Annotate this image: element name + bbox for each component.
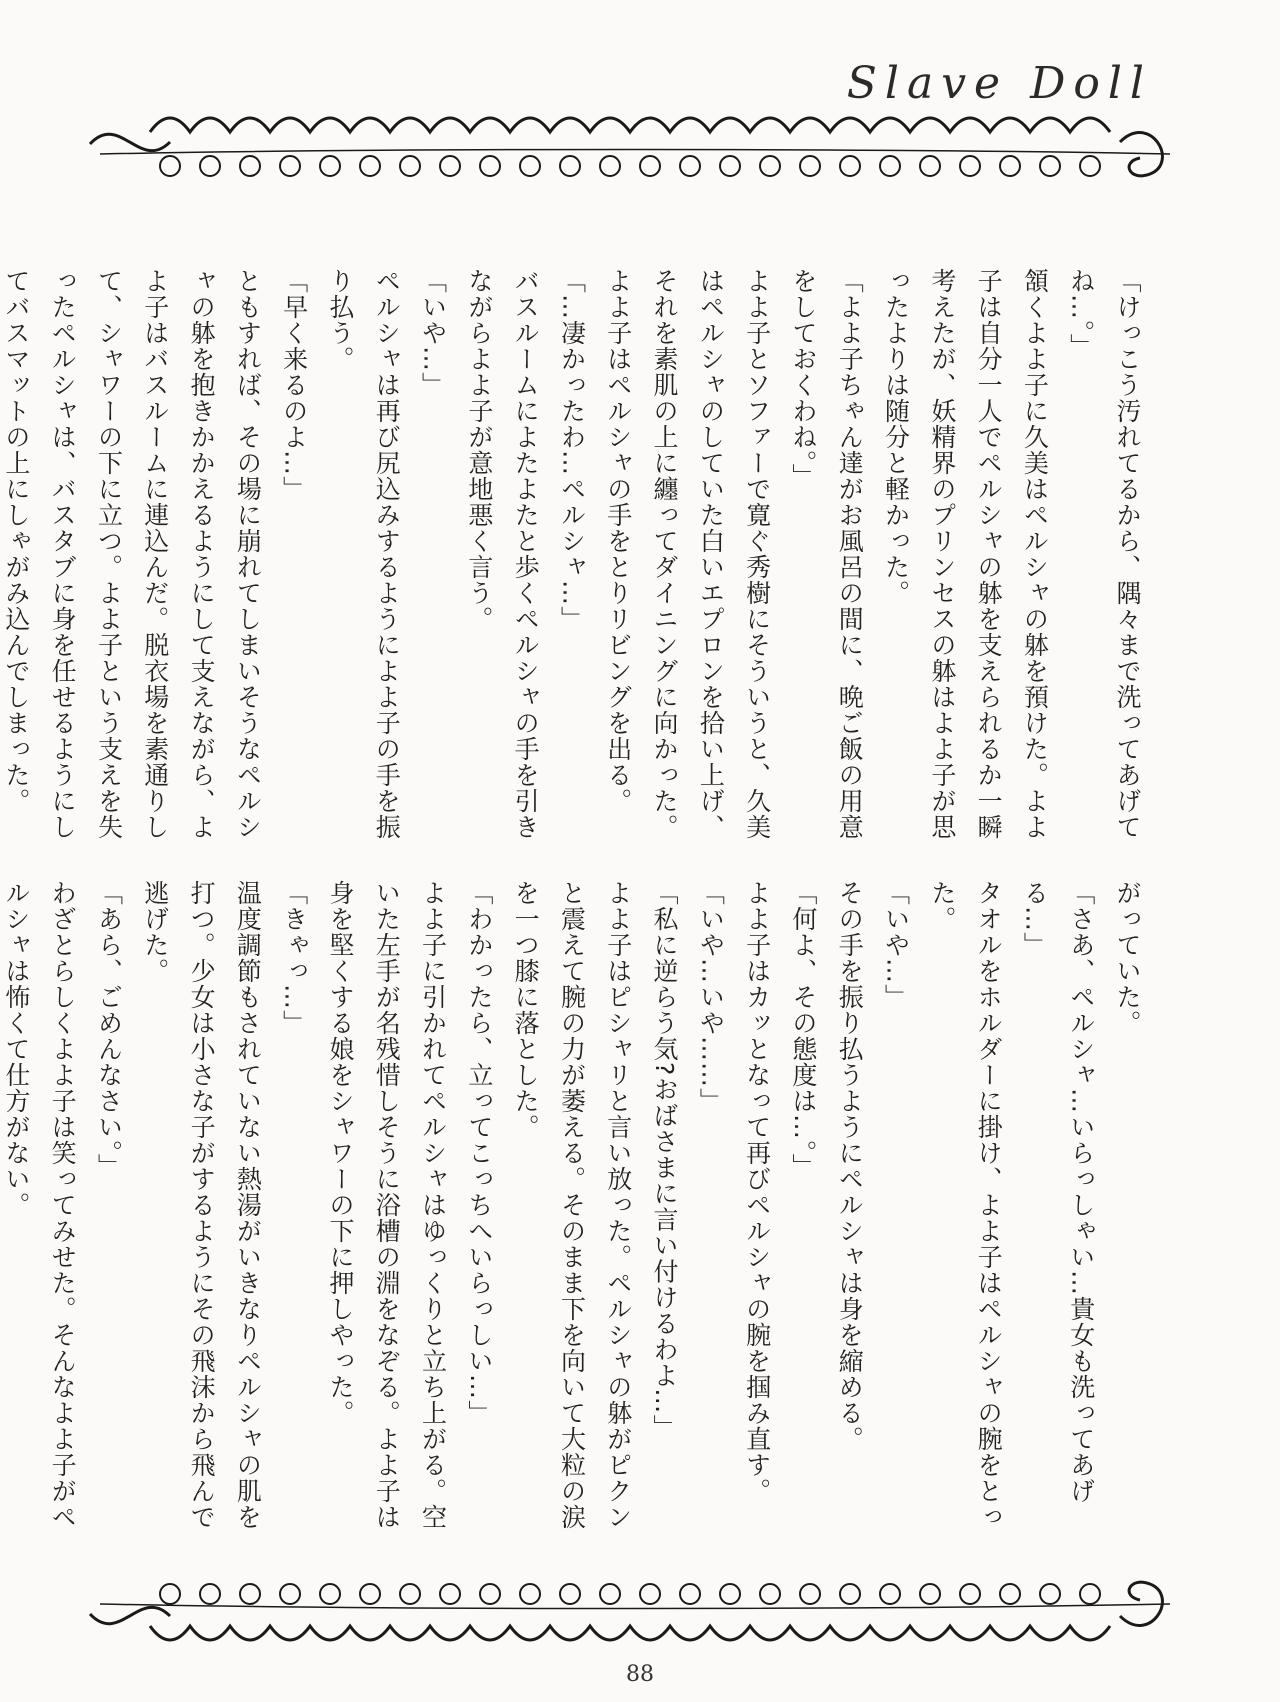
paragraph: 「さあ、ペルシャ…いらっしゃい…貴女も洗ってあげる…」 <box>1020 880 1096 1504</box>
top-flourish-border <box>80 102 1190 188</box>
paragraph: 「あら、ごめんなさい。」 <box>94 880 124 1180</box>
paragraph: バスルームによたよたと歩くペルシャの手を引きながらよよ子が意地悪く言う。 <box>464 268 541 840</box>
paragraph: 「きゃっ…」 <box>279 880 309 1036</box>
paragraph: 「何よ、その態度は…。」 <box>788 880 818 1180</box>
paragraph: よよ子とソファーで寛ぐ秀樹にそういうと、久美はペルシャのしていた白いエプロンを拾い上げ、それを素肌の上に纏ってダイニングに向かった。よよ子はペルシャの手をとりリビングを出る。 <box>603 268 772 840</box>
paragraph: わざとらしくよよ子は笑ってみせた。そんなよよ子がペルシャは怖くて仕方がない。 <box>1 880 78 1530</box>
paragraph: 「いや…いや……」 <box>696 880 726 1114</box>
paragraph: 温度調節もされていない熱湯がいきなりペルシャの肌を打つ。少女は小さな子がするようにその飛沫から飛んで逃げた。 <box>140 880 263 1530</box>
paragraph: 「いや…」 <box>881 880 911 1010</box>
page-number: 88 <box>626 1662 654 1687</box>
paragraph: 「けっこう汚れてるから、隅々まで洗ってあげてね…。」 <box>1066 268 1142 840</box>
paragraph: 「私に逆らう気?おばさまに言い付けるわよ…」 <box>650 880 680 1441</box>
paragraph: ペルシャは再び尻込みするようによよ子の手を振り払う。 <box>325 268 402 840</box>
paragraph: その手を振り払うようにペルシャは身を縮める。 <box>835 880 865 1452</box>
paragraph: 「わかったら、立ってこっちへいらっしい…」 <box>464 880 494 1426</box>
paragraph: 「…凄かったわ…ペルシャ…」 <box>557 268 587 632</box>
paragraph: 「いや…」 <box>418 268 448 398</box>
paragraph: ともすれば、その場に崩れてしまいそうなペルシャの躰を抱きかかえるようにして支えながら、よよ子はバスルームに連込んだ。脱衣場を素通りして、シャワーの下に立つ。よよ子という支えを失ったペルシャは、バスタブに身を任せるようにしてバスマットの上にしゃがみ込んでしまった。 <box>1 268 263 840</box>
paragraph: よよ子はカッとなって再びペルシャの腕を掴み直す。 <box>742 880 772 1504</box>
paragraph: がっていた。 <box>1113 880 1142 1036</box>
paragraph: 「よよ子ちゃん達がお風呂の間に、晩ご飯の用意をしておくわね。」 <box>788 268 865 840</box>
paragraph: 頷くよよ子に久美はペルシャの躰を預けた。よよ子は自分一人でペルシャの躰を支えられるか一瞬考えたが、妖精界のプリンセスの躰はよよ子が思ったよりは随分と軽かった。 <box>881 268 1050 840</box>
paragraph: よよ子はピシャリと言い放った。ペルシャの躰がピクンと震えて腕の力が萎える。そのまま下を向いて大粒の涙を一つ膝に落とした。 <box>511 880 633 1530</box>
paragraph: タオルをホルダーに掛け、よよ子はペルシャの腕をとった。 <box>927 880 1004 1530</box>
lower-text-column <box>1 880 1150 1555</box>
upper-text-column <box>1 268 1150 843</box>
paragraph: 「早く来るのよ…」 <box>279 268 309 502</box>
page-title: Slave Doll <box>846 58 1152 109</box>
bottom-flourish-border <box>80 1570 1190 1656</box>
paragraph: よよ子に引かれてペルシャはゆっくりと立ち上がる。空いた左手が名残惜しそうに浴槽の淵をなぞる。よよ子は身を堅くする娘をシャワーの下に押しやった。 <box>325 880 448 1530</box>
